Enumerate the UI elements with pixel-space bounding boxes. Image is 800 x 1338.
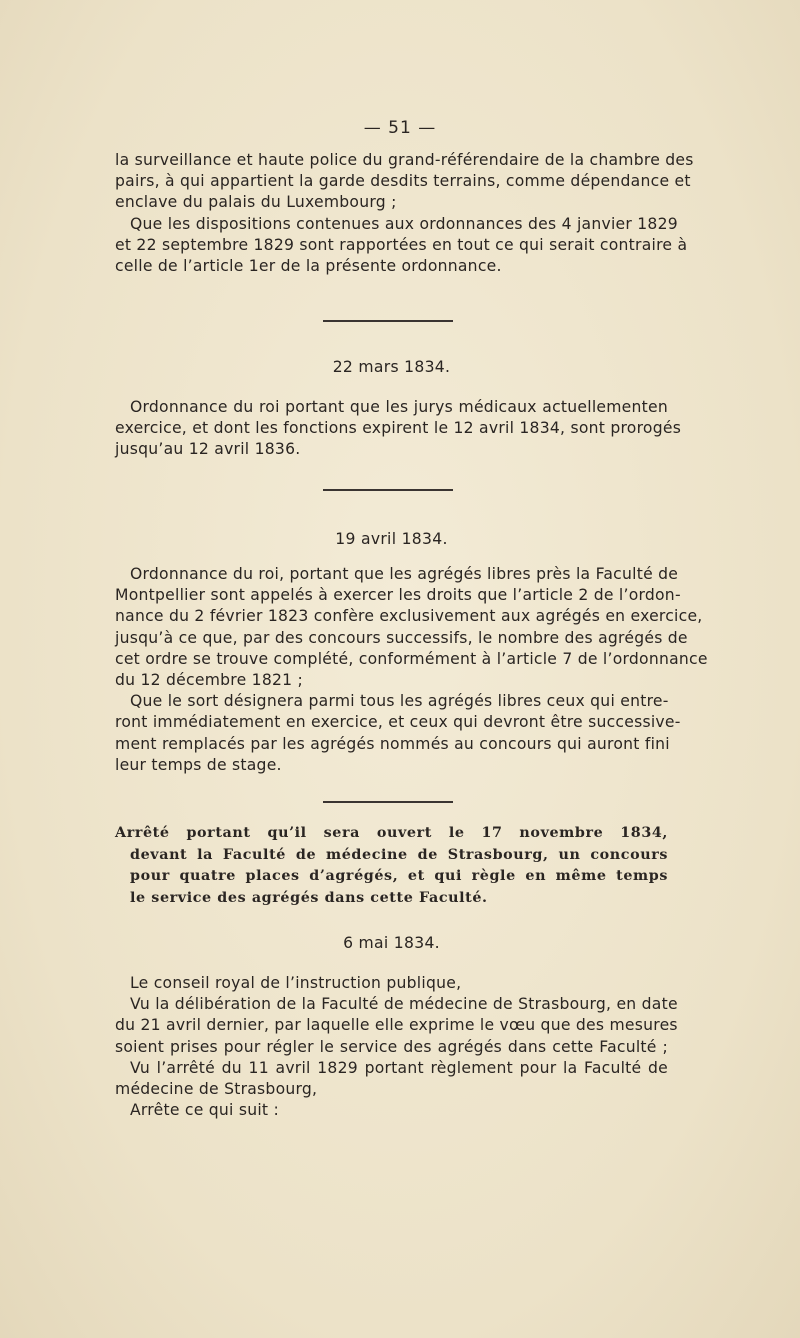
heading-line: pour quatre places d’agrégés, et qui règle en même temps bbox=[130, 868, 668, 884]
text-line: et 22 septembre 1829 sont rapportées en tout ce qui serait contraire à bbox=[115, 235, 688, 254]
text-line: Que le sort désignera parmi tous les agrégés libres ceux qui entre- bbox=[130, 692, 669, 711]
section-divider bbox=[323, 801, 453, 803]
text-line: Ordonnance du roi portant que les jurys médicaux actuellementen bbox=[130, 398, 668, 416]
text-line: celle de l’article 1er de la présente ordonnance. bbox=[115, 257, 502, 276]
text-line: Montpellier sont appelés à exercer les droits que l’article 2 de l’ordon- bbox=[115, 586, 681, 605]
text-line: exercice, et dont les fonctions expirent le 12 avril 1834, sont prorogés bbox=[115, 419, 682, 438]
paragraph-block-4 bbox=[115, 973, 678, 1121]
text-line: Arrête ce qui suit : bbox=[130, 1101, 279, 1120]
paragraph-block-2 bbox=[115, 397, 682, 461]
text-line: ment remplacés par les agrégés nommés au concours qui auront fini bbox=[115, 734, 670, 753]
text-line: Vu la délibération de la Faculté de médecine de Strasbourg, en date bbox=[130, 995, 678, 1014]
text-line: leur temps de stage. bbox=[115, 755, 282, 774]
page-number: — 51 — bbox=[363, 118, 437, 138]
text-line: du 21 avril dernier, par laquelle elle exprime le vœu que des mesures bbox=[115, 1016, 678, 1035]
text-line: soient prises pour régler le service des agrégés dans cette Faculté ; bbox=[115, 1037, 668, 1056]
text-line: du 12 décembre 1821 ; bbox=[115, 671, 304, 690]
text-line: nance du 2 février 1823 confère exclusivement aux agrégés en exercice, bbox=[115, 607, 703, 626]
text-line: la surveillance et haute police du grand-référendaire de la chambre des bbox=[115, 151, 694, 169]
decree-heading bbox=[115, 823, 668, 909]
text-line: cet ordre se trouve complété, conformément à l’article 7 de l’ordonnance bbox=[115, 649, 708, 668]
text-line: Vu l’arrêté du 11 avril 1829 portant règlement pour la Faculté de bbox=[130, 1058, 668, 1077]
date-heading-2: 19 avril 1834. bbox=[335, 530, 448, 548]
heading-line: devant la Faculté de médecine de Strasbourg, un concours bbox=[130, 846, 668, 863]
date-heading-3: 6 mai 1834. bbox=[343, 934, 440, 952]
text-line: pairs, à qui appartient la garde desdits terrains, comme dépendance et bbox=[115, 172, 691, 191]
text-line: Le conseil royal de l’instruction publique, bbox=[130, 974, 462, 992]
paragraph-block-1 bbox=[115, 150, 694, 277]
date-heading-1: 22 mars 1834. bbox=[332, 358, 451, 376]
text-line: Que les dispositions contenues aux ordonnances des 4 janvier 1829 bbox=[130, 214, 678, 233]
text-line: Ordonnance du roi, portant que les agrégés libres près la Faculté de bbox=[130, 565, 679, 583]
heading-line: le service des agrégés dans cette Faculté. bbox=[130, 889, 488, 906]
text-line: jusqu’à ce que, par des concours successifs, le nombre des agrégés de bbox=[115, 628, 688, 647]
heading-line: Arrêté portant qu’il sera ouvert le 17 novembre 1834, bbox=[115, 825, 668, 841]
text-line: enclave du palais du Luxembourg ; bbox=[115, 193, 397, 212]
text-line: médecine de Strasbourg, bbox=[115, 1080, 318, 1099]
text-line: ront immédiatement en exercice, et ceux qui devront être successive- bbox=[115, 713, 681, 732]
section-divider bbox=[323, 320, 453, 322]
paragraph-block-3 bbox=[115, 564, 708, 776]
section-divider bbox=[323, 489, 453, 491]
text-line: jusqu’au 12 avril 1836. bbox=[115, 440, 301, 459]
